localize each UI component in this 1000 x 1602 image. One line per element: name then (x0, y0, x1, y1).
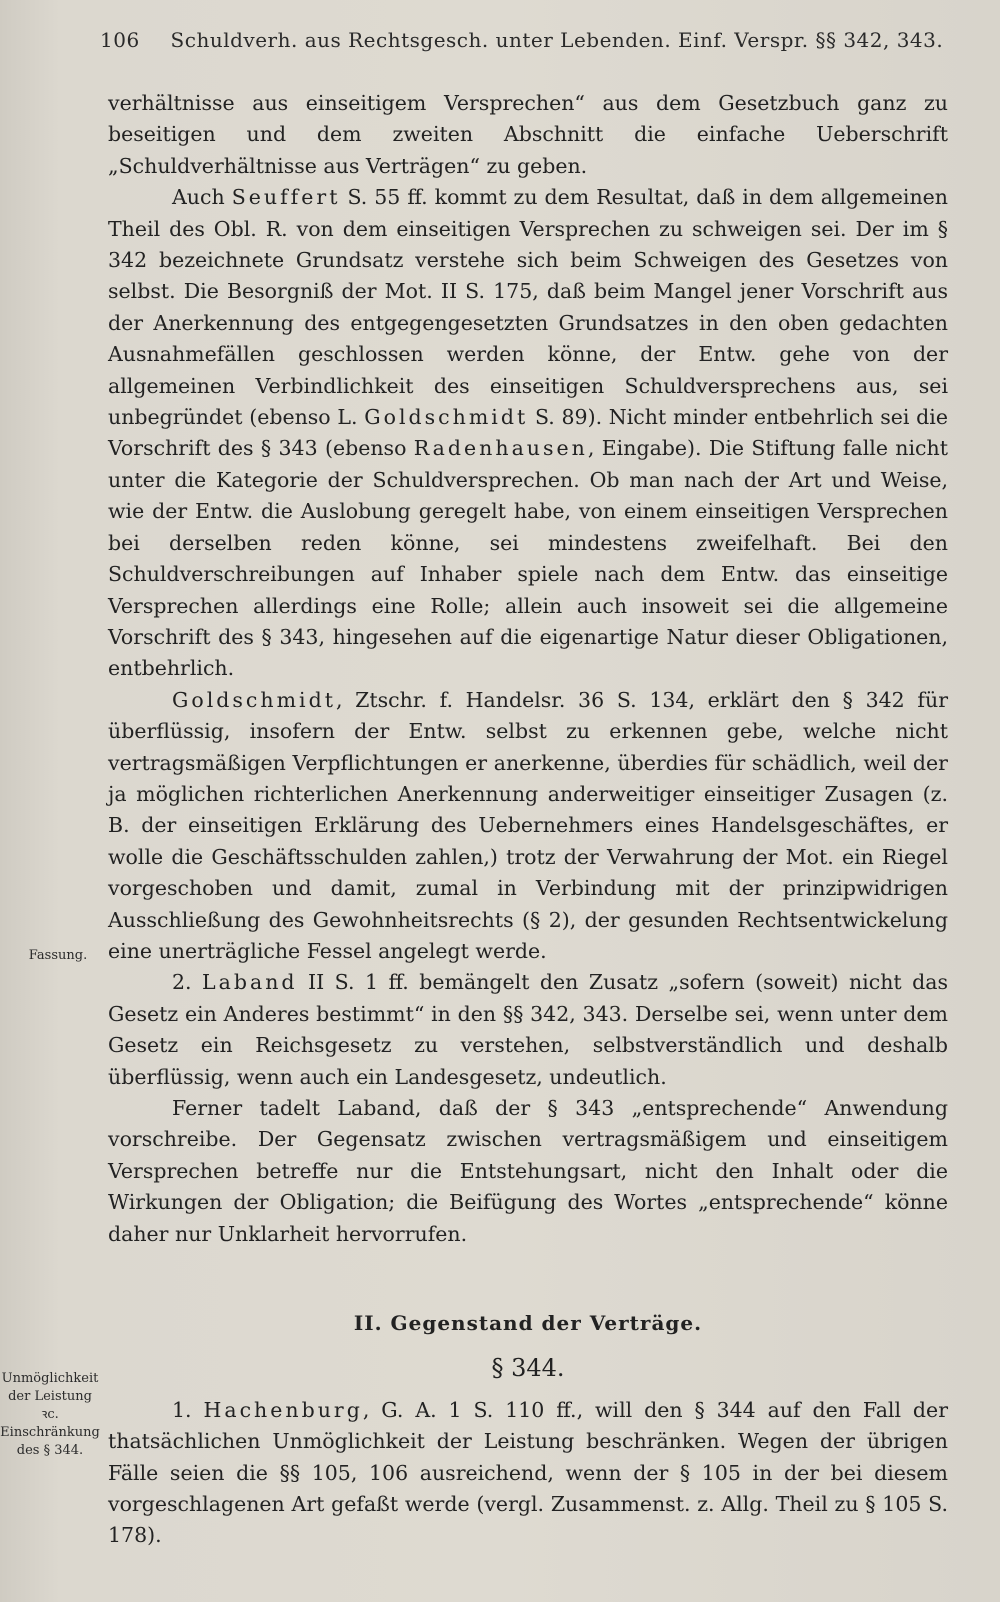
running-header (100, 28, 950, 52)
paragraph-6 (108, 1395, 948, 1552)
item-number: 1. (172, 1397, 192, 1422)
main-text (108, 88, 948, 1552)
text-fragment: S. 55 ff. kommt zu dem Resultat, daß in dem allgemeinen Theil des Obl. R. von dem einseitigen Versprechen zu schweigen sei. Der im § 342 bezeichnete Grundsatz verstehe sich beim Schweigen des Gesetzes von selbst. Die Besorgniß der Mot. II S. 175, daß beim Mangel jener Vorschrift aus der Anerkennung des entgegengesetzten Grundsatzes in den oben gedachten Ausnahmefällen geschlossen werden könne, der Entw. gehe von der allgemeinen Verbindlichkeit des einseitigen Schuldversprechens aus, sei unbegründet (ebenso L. (108, 185, 948, 430)
paragraph-number: § 344. (491, 1354, 565, 1383)
paragraph-5: Ferner tadelt Laband, daß der § 343 „entsprechende“ Anwendung vorschreibe. Der Gegensatz zwischen vertragsmäßigem und einseitigem Versprechen betreffe nur die Entstehungsart, nicht den Inhalt oder die Wirkungen der Obligation; die Beifügung des Wortes „entsprechende“ könne daher nur Unklarheit hervorrufen. (108, 1096, 948, 1246)
paragraph-4 (108, 967, 948, 1093)
paragraph-2 (108, 182, 948, 685)
margin-note-unmoeglichkeit: Unmöglichkeit der Leistung ꝛc. Einschränkung des § 344. (0, 1371, 100, 1458)
author-name: Laband (202, 970, 298, 995)
text-fragment: , Eingabe). Die Stiftung falle nicht unter die Kategorie der Schuldversprechen. Ob man nach der Art und Weise, wie der Entw. die Auslobung geregelt habe, von einem einseitigen Versprechen bei derselben reden könne, sei mindestens zweifelhaft. Bei den Schuldverschreibungen auf Inhaber spiele nach dem Entw. das einseitige Versprechen allerdings eine Rolle; allein auch insoweit sei die allgemeine Vorschrift des § 343, hingesehen auf die eigenartige Natur dieser Obligationen, entbehrlich. (108, 436, 948, 681)
margin-note-fassung: Fassung. (28, 948, 88, 963)
item-number: 2. (172, 970, 192, 995)
author-name: Goldschmidt (172, 687, 336, 712)
paragraph-1: verhältnisse aus einseitigem Versprechen“ aus dem Gesetzbuch ganz zu beseitigen und dem zweiten Abschnitt die einfache Ueberschrift „Schuldverhältnisse aus Verträgen“ zu geben. (108, 91, 948, 178)
text-fragment: Auch (172, 185, 225, 210)
author-name: Radenhausen (413, 436, 588, 461)
text-fragment: S. 89). Nicht minder entbehrlich sei die Vorschrift des § 343 (ebenso (108, 405, 948, 461)
section-heading: II. Gegenstand der Verträge. (353, 1311, 703, 1336)
author-name: Goldschmidt (364, 405, 529, 430)
page-number: 106 (100, 28, 140, 52)
author-name: Hachenburg (203, 1397, 363, 1422)
text-fragment: , G. A. 1 S. 110 ff., will den § 344 auf den Fall der thatsächlichen Unmöglichkeit der Leistung beschränken. Wegen der übrigen Fälle seien die §§ 105, 106 ausreichend, wenn der § 105 in der bei diesem vorgeschlagenen Art gefaßt werde (vergl. Zusammenst. z. Allg. Theil zu § 105 S. 178). (108, 1397, 948, 1548)
text-fragment: II S. 1 ff. bemängelt den Zusatz „sofern (soweit) nicht das Gesetz ein Anderes bestimmt“ in den §§ 342, 343. Derselbe sei, wenn unter dem Gesetz ein Reichsgesetz zu verstehen, selbstverständlich und deshalb überflüssig, wenn auch ein Landesgesetz, undeutlich. (108, 970, 948, 1089)
author-name: Seuffert (231, 185, 341, 210)
running-title: Schuldverh. aus Rechtsgesch. unter Lebenden. Einf. Verspr. §§ 342, 343. (170, 28, 944, 52)
text-fragment: , Ztschr. f. Handelsr. 36 S. 134, erklärt den § 342 für überflüssig, insofern der Entw. selbst zu erkennen gebe, welche nicht vertragsmäßigen Verpflichtungen er anerkenne, überdies für schädlich, weil der ja möglichen richterlichen Anerkennung anderweitiger einseitiger Zusagen (z. B. der einseitigen Erklärung des Uebernehmers eines Handelsgeschäftes, er wolle die Geschäftsschulden zahlen,) trotz der Verwahrung der Mot. ein Riegel vorgeschoben und damit, zumal in Verbindung mit der prinzipwidrigen Ausschließung des Gewohnheitsrechts (§ 2), der gesunden Rechtsentwickelung eine unerträgliche Fessel angelegt werde. (108, 687, 948, 963)
paragraph-3 (108, 685, 948, 968)
